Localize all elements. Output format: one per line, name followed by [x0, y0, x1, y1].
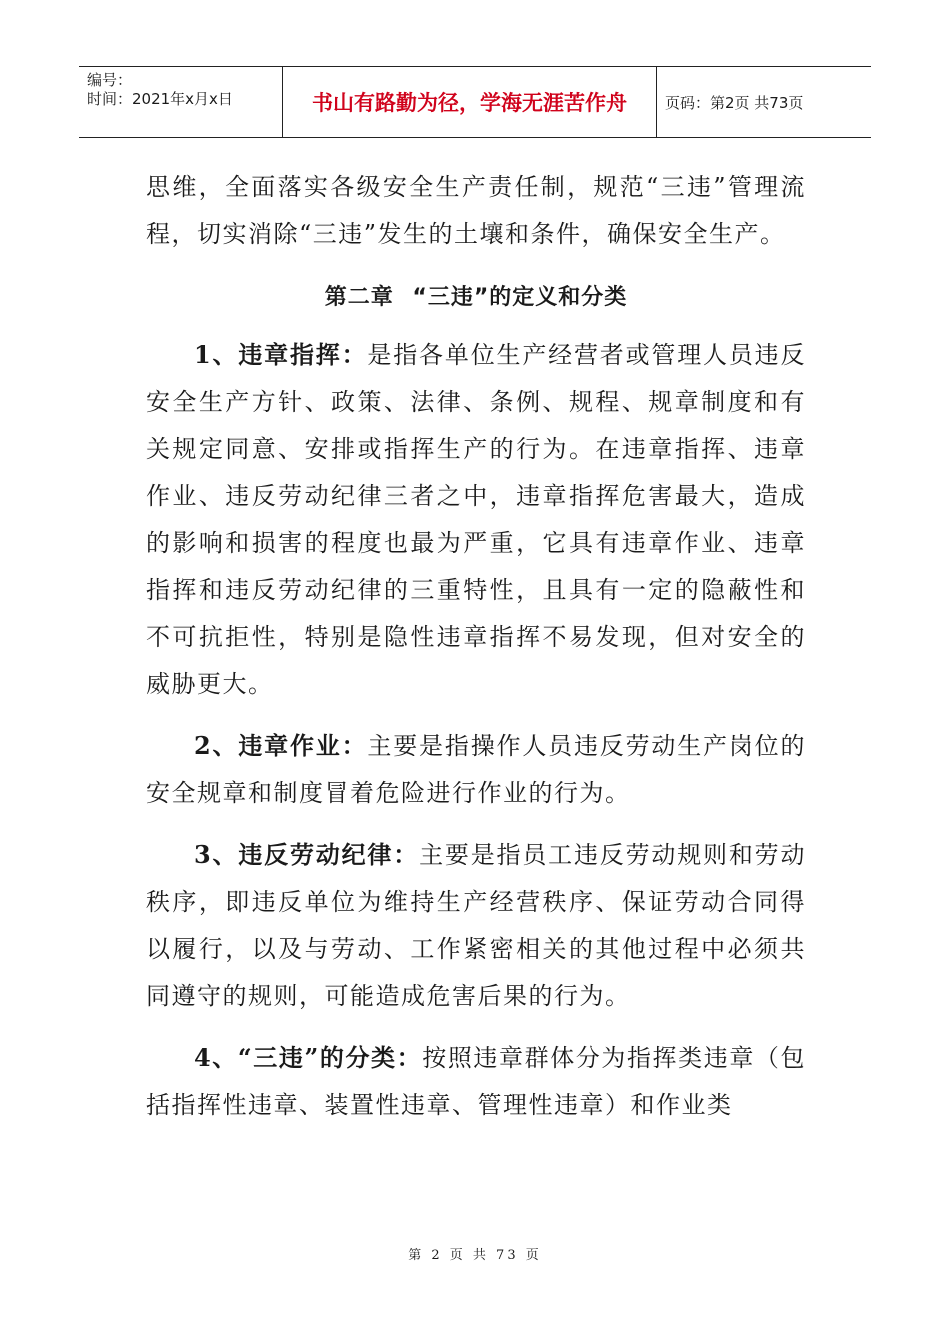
document-body	[146, 164, 806, 1129]
continuation-paragraph: 思维，全面落实各级安全生产责任制，规范“三违”管理流程，切实消除“三违”发生的土壤和条件，确保安全生产。	[146, 173, 806, 248]
definition-term: 2、违章作业：	[194, 731, 368, 760]
document-number-label: 编号：	[87, 71, 133, 89]
definition-paragraph-4	[146, 1034, 806, 1129]
page-footer: 第 2 页 共 73 页	[408, 1248, 542, 1263]
definition-text: 按照违章群体分为指挥类违章（包括指挥性违章、装置性违章、管理性违章）和作业类	[146, 1044, 807, 1119]
definition-text: 是指各单位生产经营者或管理人员违反安全生产方针、政策、法律、条例、规程、规章制度和有关规定同意、安排或指挥生产的行为。在违章指挥、违章作业、违反劳动纪律三者之中，违章指挥危害最大，造成的影响和损害的程度也最为严重，它具有违章作业、违章指挥和违反劳动纪律的三重特性，且具有一定的隐蔽性和不可抗拒性，特别是隐性违章指挥不易发现，但对安全的威胁更大。	[146, 341, 806, 698]
document-date-label: 时间：2021年x月x日	[87, 90, 233, 108]
definition-text: 主要是指员工违反劳动规则和劳动秩序，即违反单位为维持生产经营秩序、保证劳动合同得以履行，以及与劳动、工作紧密相关的其他过程中必须共同遵守的规则，可能造成危害后果的行为。	[146, 841, 807, 1010]
header-left-cell	[79, 67, 283, 137]
page-header	[79, 66, 871, 138]
chapter-title: 第二章 “三违”的定义和分类	[324, 285, 628, 310]
definition-paragraph-3	[146, 831, 806, 1020]
definition-paragraph-2	[146, 722, 806, 817]
definition-text: 主要是指操作人员违反劳动生产岗位的安全规章和制度冒着危险进行作业的行为。	[146, 732, 806, 807]
definition-term: 3、违反劳动纪律：	[194, 840, 420, 869]
definition-paragraph-1	[146, 331, 806, 708]
definition-term: 4、“三违”的分类：	[194, 1043, 423, 1072]
definition-term: 1、违章指挥：	[194, 340, 368, 369]
header-motto: 书山有路勤为径，学海无涯苦作舟	[283, 67, 657, 137]
header-page-info: 页码：第2页 共73页	[665, 93, 804, 112]
